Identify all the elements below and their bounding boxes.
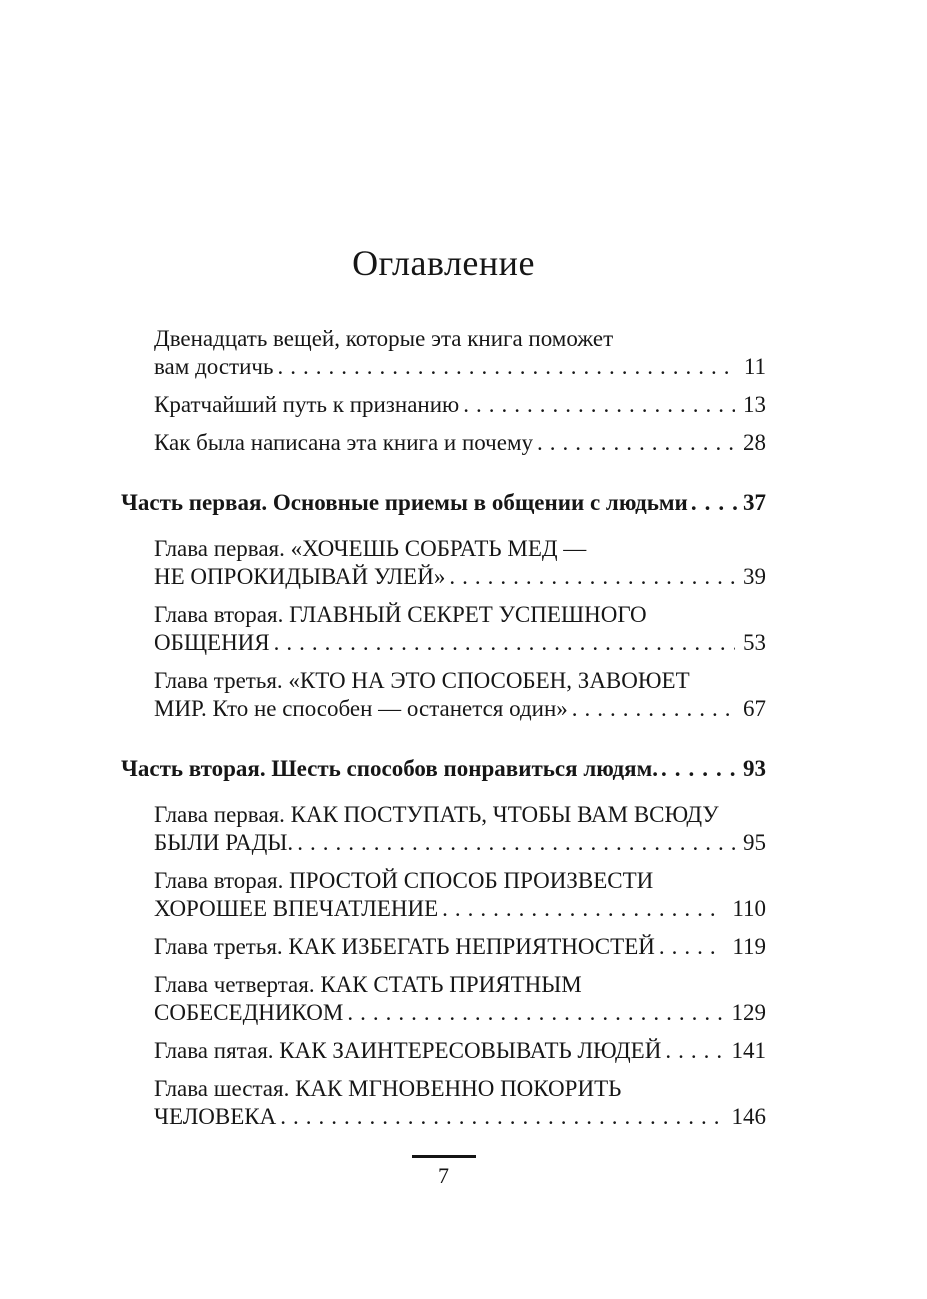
toc-page-number: 37 [743,490,766,515]
toc-entry-text: СОБЕСЕДНИКОМ [154,1000,344,1025]
toc-entry-line: Глава первая. «ХОЧЕШЬ СОБРАТЬ МЕД — [154,536,587,561]
toc-page-number: 119 [732,934,766,959]
toc-entry-line: Двенадцать вещей, которые эта книга поможет [154,326,614,351]
toc-entry-line: Глава первая. КАК ПОСТУПАТЬ, ЧТОБЫ ВАМ ВСЮДУ [154,802,719,827]
toc-entry-text: Как была написана эта книга и почему [154,430,534,455]
page-title: Оглавление [352,243,535,283]
toc-entry-text: ОБЩЕНИЯ [154,630,270,655]
toc-part-heading[interactable] [121,489,766,517]
toc-page-number: 95 [743,830,766,855]
toc-part-heading[interactable] [121,755,766,783]
dot-leader [347,999,723,1027]
dot-leader [661,755,742,783]
toc-page-number: 28 [743,430,766,455]
toc-entry-text: Часть первая. Основные приемы в общении с людьми [121,490,688,515]
dot-leader [572,695,735,723]
toc-entry-text: БЫЛИ РАДЫ. [154,830,294,855]
dot-leader [274,629,735,657]
toc-entry-text: ХОРОШЕЕ ВПЕЧАТЛЕНИЕ [154,896,439,921]
toc-entry[interactable] [121,1075,766,1131]
toc-entry[interactable] [121,801,766,857]
toc-entry-line: Глава третья. «КТО НА ЭТО СПОСОБЕН, ЗАВОЮЕТ [154,668,690,693]
toc-entry-text: Глава пятая. КАК ЗАИНТЕРЕСОВЫВАТЬ ЛЮДЕЙ [154,1038,662,1063]
toc-entry-text: Глава третья. КАК ИЗБЕГАТЬ НЕПРИЯТНОСТЕЙ [154,934,655,959]
toc-entry[interactable] [121,601,766,657]
dot-leader [280,1103,723,1131]
folio-page-number: 7 [438,1163,449,1188]
page-footer [121,1155,766,1189]
toc-entry-text: вам достичь [154,354,274,379]
toc-entry[interactable] [121,535,766,591]
toc-entry[interactable] [121,971,766,1027]
toc-entry[interactable] [121,325,766,381]
toc-entry[interactable] [121,667,766,723]
dot-leader [449,563,735,591]
toc-page-number: 129 [731,1000,766,1025]
toc-page-number: 53 [743,630,766,655]
footer-rule [412,1155,476,1158]
toc-page-number: 93 [743,756,766,781]
dot-leader [665,1037,723,1065]
toc-entry-text: Кратчайший путь к признанию [154,392,460,417]
toc-page-number: 67 [743,696,766,721]
toc-page-number: 11 [743,354,766,379]
dot-leader [537,429,735,457]
toc-page-number: 141 [731,1038,766,1063]
toc-page-number: 146 [731,1104,766,1129]
dot-leader [691,489,742,517]
toc-content [121,243,766,1141]
toc-entry[interactable] [121,933,766,961]
toc-entry-line: Глава вторая. ГЛАВНЫЙ СЕКРЕТ УСПЕШНОГО [154,602,647,627]
toc-page-number: 39 [743,564,766,589]
toc-entry-line: Глава четвертая. КАК СТАТЬ ПРИЯТНЫМ [154,972,582,997]
toc-entry[interactable] [121,429,766,457]
toc-entry-line: Глава вторая. ПРОСТОЙ СПОСОБ ПРОИЗВЕСТИ [154,868,654,893]
toc-entry-line: Глава шестая. КАК МГНОВЕННО ПОКОРИТЬ [154,1076,622,1101]
toc-entry[interactable] [121,867,766,923]
dot-leader [442,895,724,923]
toc-entry-text: Часть вторая. Шесть способов понравиться людям. [121,756,658,781]
dot-leader [659,933,724,961]
dot-leader [463,391,735,419]
toc-entry[interactable] [121,391,766,419]
dot-leader [297,829,735,857]
toc-entry[interactable] [121,1037,766,1065]
toc-entry-text: ЧЕЛОВЕКА [154,1104,277,1129]
toc-entry-text: НЕ ОПРОКИДЫВАЙ УЛЕЙ» [154,564,446,589]
dot-leader [277,353,735,381]
toc-entry-text: МИР. Кто не способен — останется один» [154,696,568,721]
toc-page-number: 13 [743,392,766,417]
toc-page-number: 110 [732,896,766,921]
